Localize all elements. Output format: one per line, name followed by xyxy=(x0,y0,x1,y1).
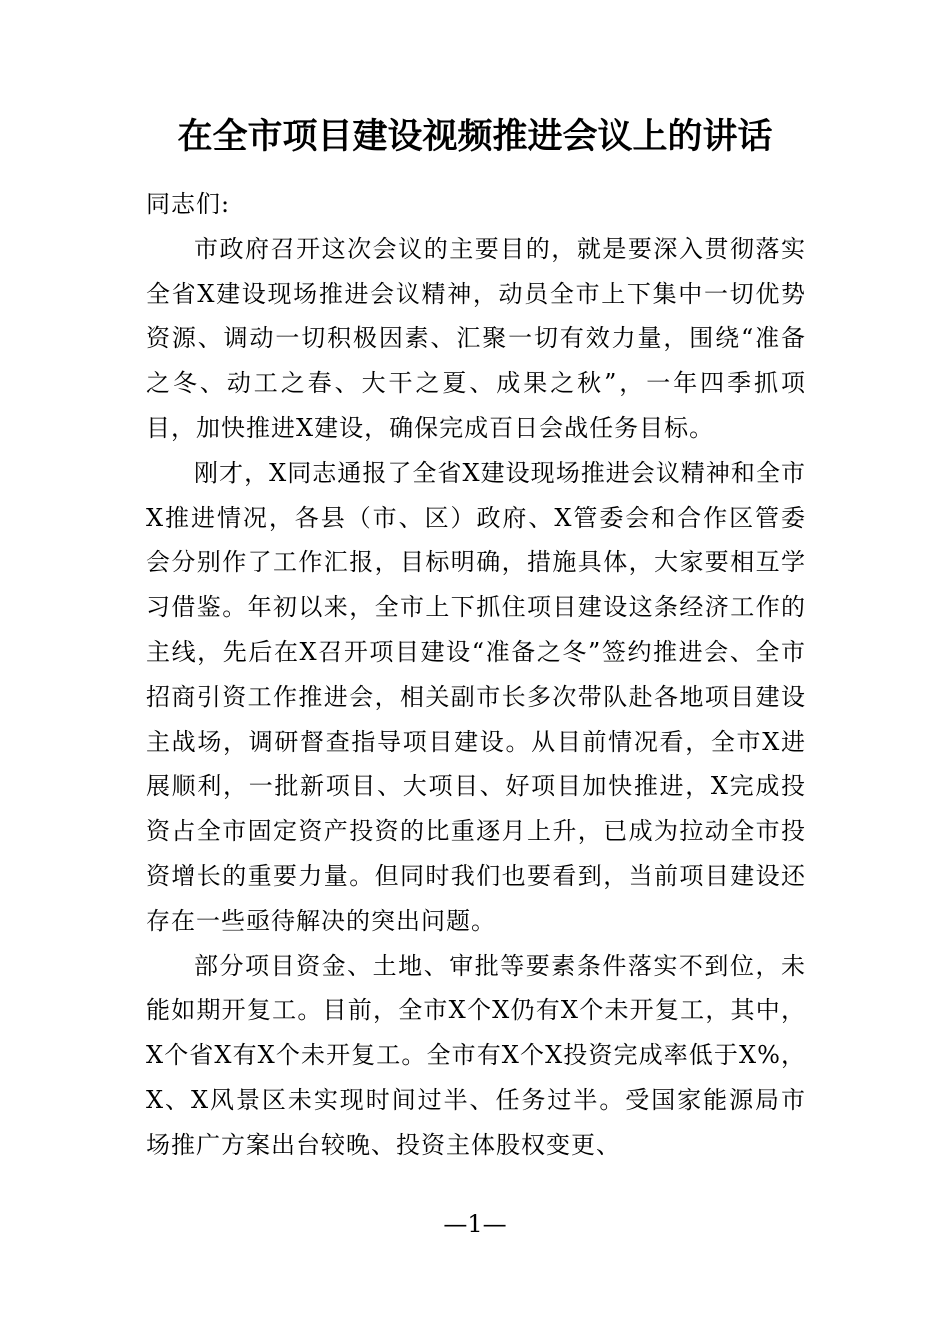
paragraph-3: 部分项目资金、土地、审批等要素条件落实不到位，未能如期开复工。目前，全市X个X仍有X个未开复工，其中，X个省X有X个未开复工。全市有X个X投资完成率低于X%，X、X风景区未实现时间过半、任务过半。受国家能源局市场推广方案出台较晚、投资主体股权变更、 xyxy=(146,951,806,1159)
page-number: —1— xyxy=(443,1210,507,1238)
salutation: 同志们: xyxy=(146,190,231,218)
document-title: 在全市项目建设视频推进会议上的讲话 xyxy=(177,116,773,157)
paragraph-1: 市政府召开这次会议的主要目的，就是要深入贯彻落实全省X建设现场推进会议精神，动员全市上下集中一切优势资源、调动一切积极因素、汇聚一切有效力量，围绕“准备之冬、动工之春、大干之夏、成果之秋”，一年四季抓项目，加快推进X建设，确保完成百日会战任务目标。 xyxy=(146,234,806,442)
document-body xyxy=(146,182,806,1168)
paragraph-2: 刚才，X同志通报了全省X建设现场推进会议精神和全市X推进情况，各县（市、区）政府、X管委会和合作区管委会分别作了工作汇报，目标明确，措施具体，大家要相互学习借鉴。年初以来，全市上下抓住项目建设这条经济工作的主线，先后在X召开项目建设“准备之冬”签约推进会、全市招商引资工作推进会，相关副市长多次带队赴各地项目建设主战场，调研督查指导项目建设。从目前情况看，全市X进展顺利，一批新项目、大项目、好项目加快推进，X完成投资占全市固定资产投资的比重逐月上升，已成为拉动全市投资增长的重要力量。但同时我们也要看到，当前项目建设还存在一些亟待解决的突出问题。 xyxy=(146,458,806,935)
